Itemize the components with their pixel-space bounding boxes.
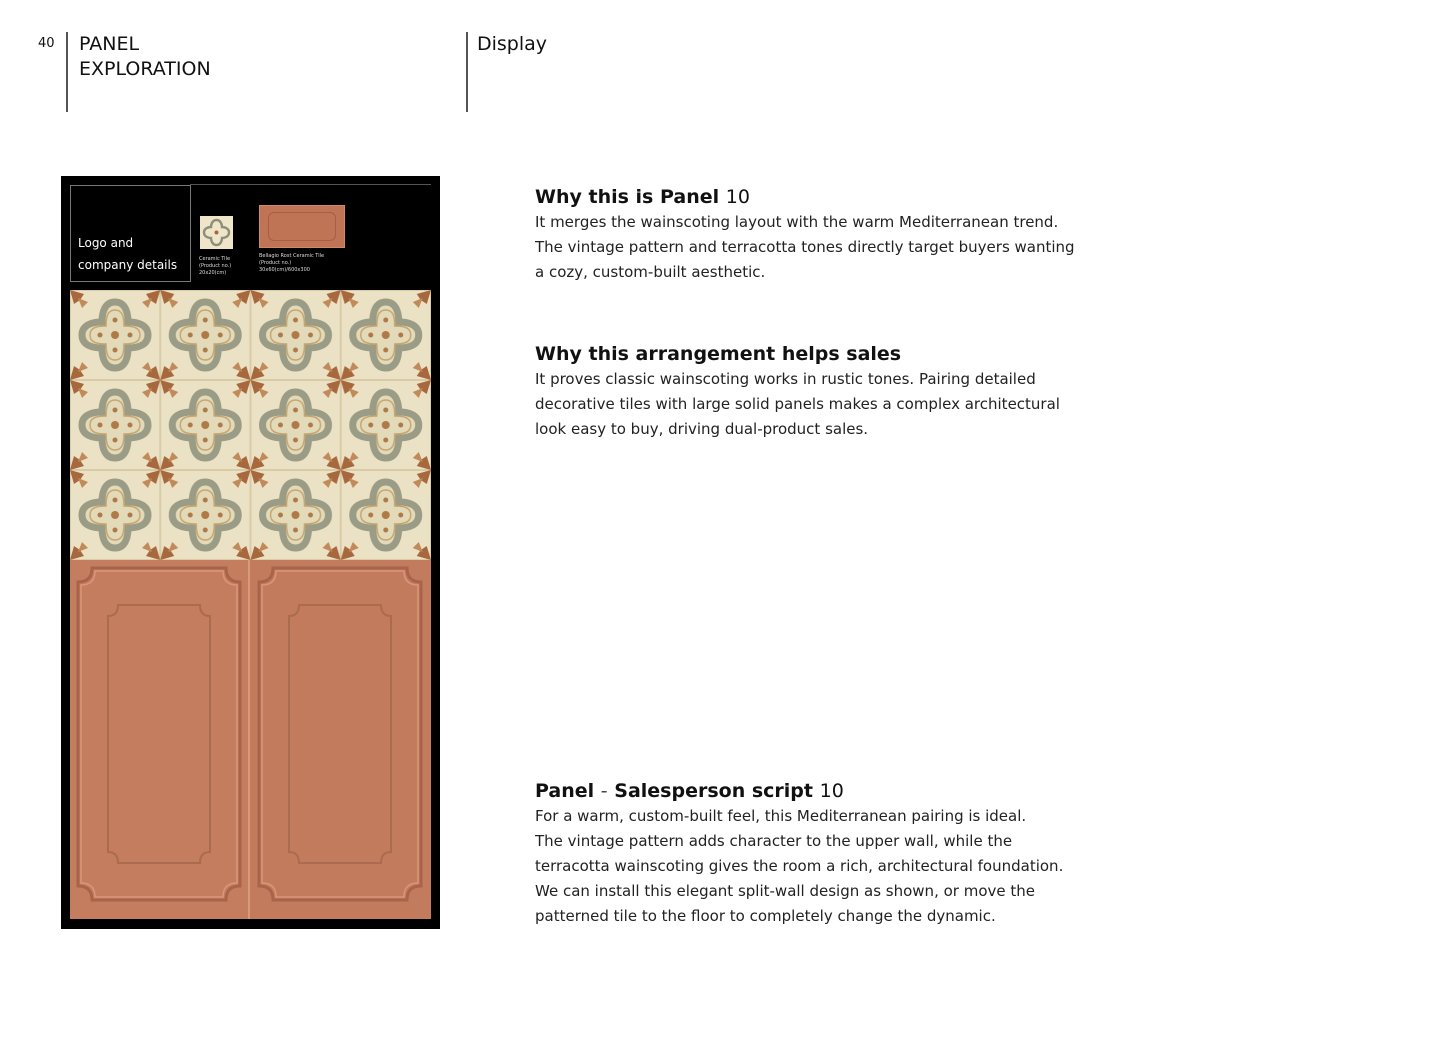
panel-number: 10 xyxy=(725,186,750,208)
section-title xyxy=(79,32,211,82)
page-number: 40 xyxy=(38,36,55,51)
arrangement-body xyxy=(535,367,1095,442)
tile-b-caption-line-2: (Product no.) xyxy=(259,260,292,266)
tile-a-caption-line-2: (Product no.) xyxy=(199,263,232,269)
why-panel-heading-text: Why this is Panel xyxy=(535,186,720,208)
display-panel-mockup xyxy=(61,176,440,929)
arrangement-heading: Why this arrangement helps sales xyxy=(535,343,902,365)
body-line: a cozy, custom-built aesthetic. xyxy=(535,263,766,281)
panel-header-rule xyxy=(190,184,431,185)
header-divider-right xyxy=(466,32,468,112)
body-line: It merges the wainscoting layout with the warm Mediterranean trend. xyxy=(535,213,1059,231)
tile-b-caption-line-3: 30x60(cm)/600x300 xyxy=(259,267,310,273)
why-panel-body xyxy=(535,210,1095,285)
decorative-tile-grid xyxy=(70,290,431,560)
body-line: It proves classic wainscoting works in rustic tones. Pairing detailed xyxy=(535,370,1036,388)
body-line: decorative tiles with large solid panels makes a complex architectural xyxy=(535,395,1060,413)
body-line: patterned tile to the floor to completely change the dynamic. xyxy=(535,907,996,925)
subsection-title: Display xyxy=(477,33,548,55)
arrangement-section xyxy=(535,341,1095,442)
body-line: look easy to buy, driving dual-product sales. xyxy=(535,420,869,438)
section-title-line-2: EXPLORATION xyxy=(79,58,211,80)
why-panel-section xyxy=(535,184,1095,285)
terracotta-tile-swatch xyxy=(259,205,345,248)
body-line: The vintage pattern adds character to the upper wall, while the xyxy=(535,832,1013,850)
body-line: We can install this elegant split-wall design as shown, or move the xyxy=(535,882,1035,900)
body-line: terracotta wainscoting gives the room a rich, architectural foundation. xyxy=(535,857,1064,875)
logo-text-line-2: company details xyxy=(78,258,178,272)
tile-b-caption-line-1: Bellagio Rost Ceramic Tile xyxy=(259,253,325,259)
why-panel-heading xyxy=(535,184,1095,210)
section-title-line-1: PANEL xyxy=(79,33,140,55)
header-divider-left xyxy=(66,32,68,112)
terracotta-wainscot-panels xyxy=(70,560,431,919)
script-panel-number: 10 xyxy=(819,780,844,802)
body-line: The vintage pattern and terracotta tones directly target buyers wanting xyxy=(535,238,1075,256)
decorative-tile-swatch xyxy=(200,216,233,249)
logo-placeholder xyxy=(70,185,191,282)
script-heading-dash: - xyxy=(600,780,608,802)
script-heading-part1: Panel xyxy=(535,780,595,802)
terracotta-tile-caption xyxy=(259,253,324,274)
salesperson-script-section xyxy=(535,778,1095,929)
decorative-tile-caption xyxy=(199,256,231,277)
salesperson-script-body xyxy=(535,804,1095,929)
tile-a-caption-line-1: Ceramic Tile xyxy=(199,256,231,262)
body-line: For a warm, custom-built feel, this Mediterranean pairing is ideal. xyxy=(535,807,1027,825)
script-heading-part2: Salesperson script xyxy=(614,780,813,802)
salesperson-script-heading xyxy=(535,778,1095,804)
logo-text-line-1: Logo and xyxy=(78,236,134,250)
tile-a-caption-line-3: 20x20(cm) xyxy=(199,270,227,276)
